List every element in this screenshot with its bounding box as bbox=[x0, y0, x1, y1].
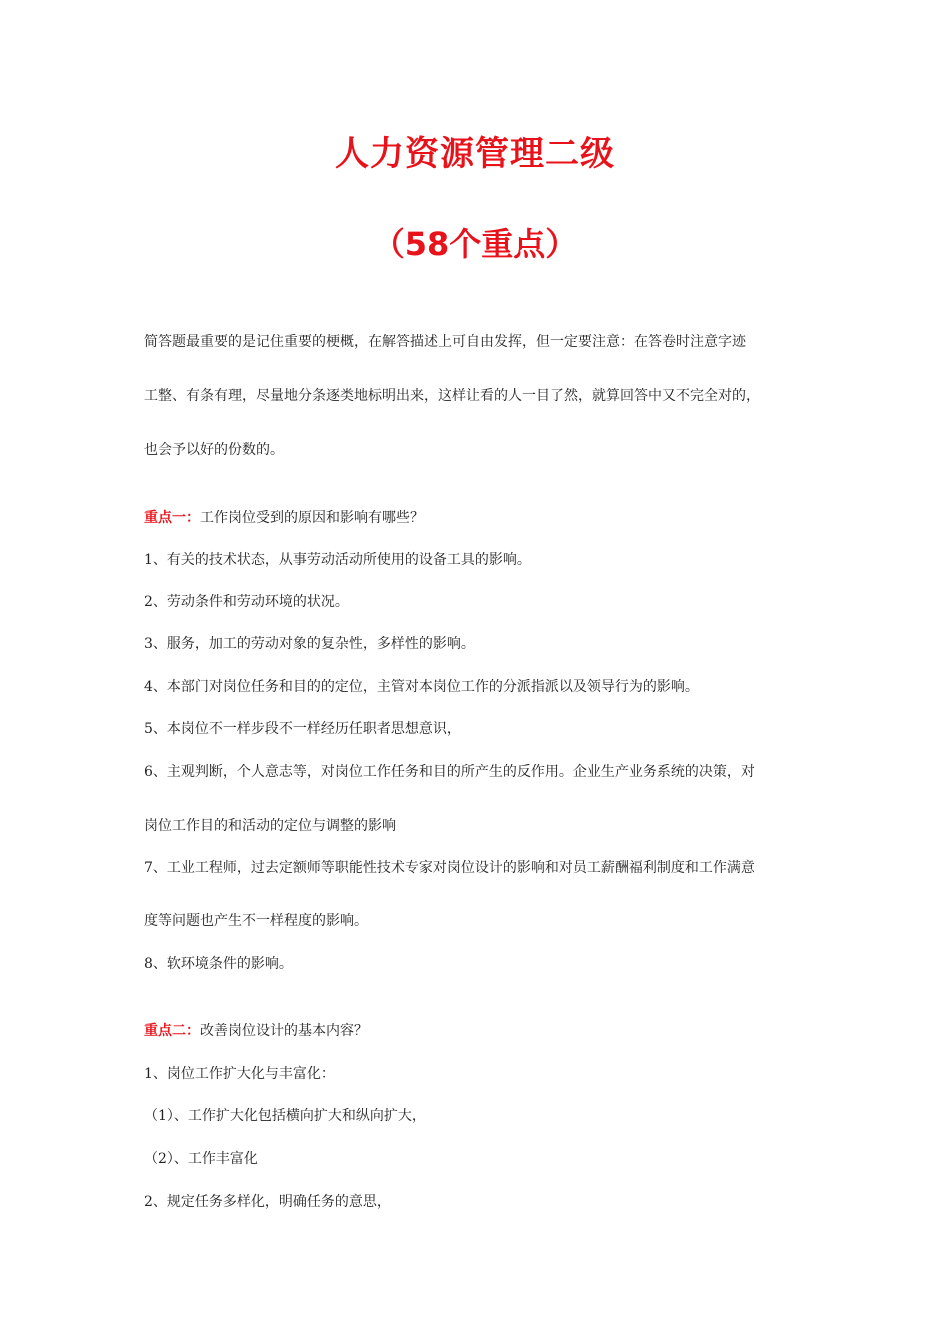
intro-line: 工整、有条有理，尽量地分条逐类地标明出来，这样让看的人一目了然，就算回答中又不完全对的， bbox=[144, 388, 760, 404]
key-point-question: 工作岗位受到的原因和影响有哪些？ bbox=[200, 510, 424, 526]
document-title: 人力资源管理二级 bbox=[335, 134, 615, 174]
list-item: 岗位工作目的和活动的定位与调整的影响 bbox=[144, 818, 396, 834]
list-item: 7、工业工程师，过去定额师等职能性技术专家对岗位设计的影响和对员工薪酬福利制度和工作满意 bbox=[144, 860, 755, 876]
list-item: 4、本部门对岗位任务和目的的定位，主管对本岗位工作的分派指派以及领导行为的影响。 bbox=[144, 679, 699, 695]
key-point-label: 重点二： bbox=[144, 1023, 200, 1039]
list-item: 6、主观判断，个人意志等，对岗位工作任务和目的所产生的反作用。企业生产业务系统的决策，对 bbox=[144, 764, 755, 780]
list-item: 8、软环境条件的影响。 bbox=[144, 956, 293, 972]
list-item: 度等问题也产生不一样程度的影响。 bbox=[144, 913, 368, 929]
key-point-label: 重点一： bbox=[144, 510, 200, 526]
document-subtitle: （58个重点） bbox=[372, 225, 578, 263]
intro-line: 简答题最重要的是记住重要的梗概，在解答描述上可自由发挥，但一定要注意：在答卷时注意字迹 bbox=[144, 334, 746, 350]
list-item: （2）、工作丰富化 bbox=[144, 1151, 258, 1167]
intro-line: 也会予以好的份数的。 bbox=[144, 442, 284, 458]
key-point-1-heading bbox=[144, 508, 814, 528]
list-item: 2、劳动条件和劳动环境的状况。 bbox=[144, 594, 349, 610]
list-item: （1）、工作扩大化包括横向扩大和纵向扩大， bbox=[144, 1108, 426, 1124]
list-item: 5、本岗位不一样步段不一样经历任职者思想意识， bbox=[144, 721, 461, 737]
key-point-2-heading bbox=[144, 1021, 814, 1041]
list-item: 3、服务，加工的劳动对象的复杂性，多样性的影响。 bbox=[144, 636, 475, 652]
list-item: 2、规定任务多样化，明确任务的意思， bbox=[144, 1194, 391, 1210]
key-point-question: 改善岗位设计的基本内容？ bbox=[200, 1023, 368, 1039]
list-item: 1、岗位工作扩大化与丰富化： bbox=[144, 1066, 335, 1082]
list-item: 1、有关的技术状态，从事劳动活动所使用的设备工具的影响。 bbox=[144, 552, 531, 568]
